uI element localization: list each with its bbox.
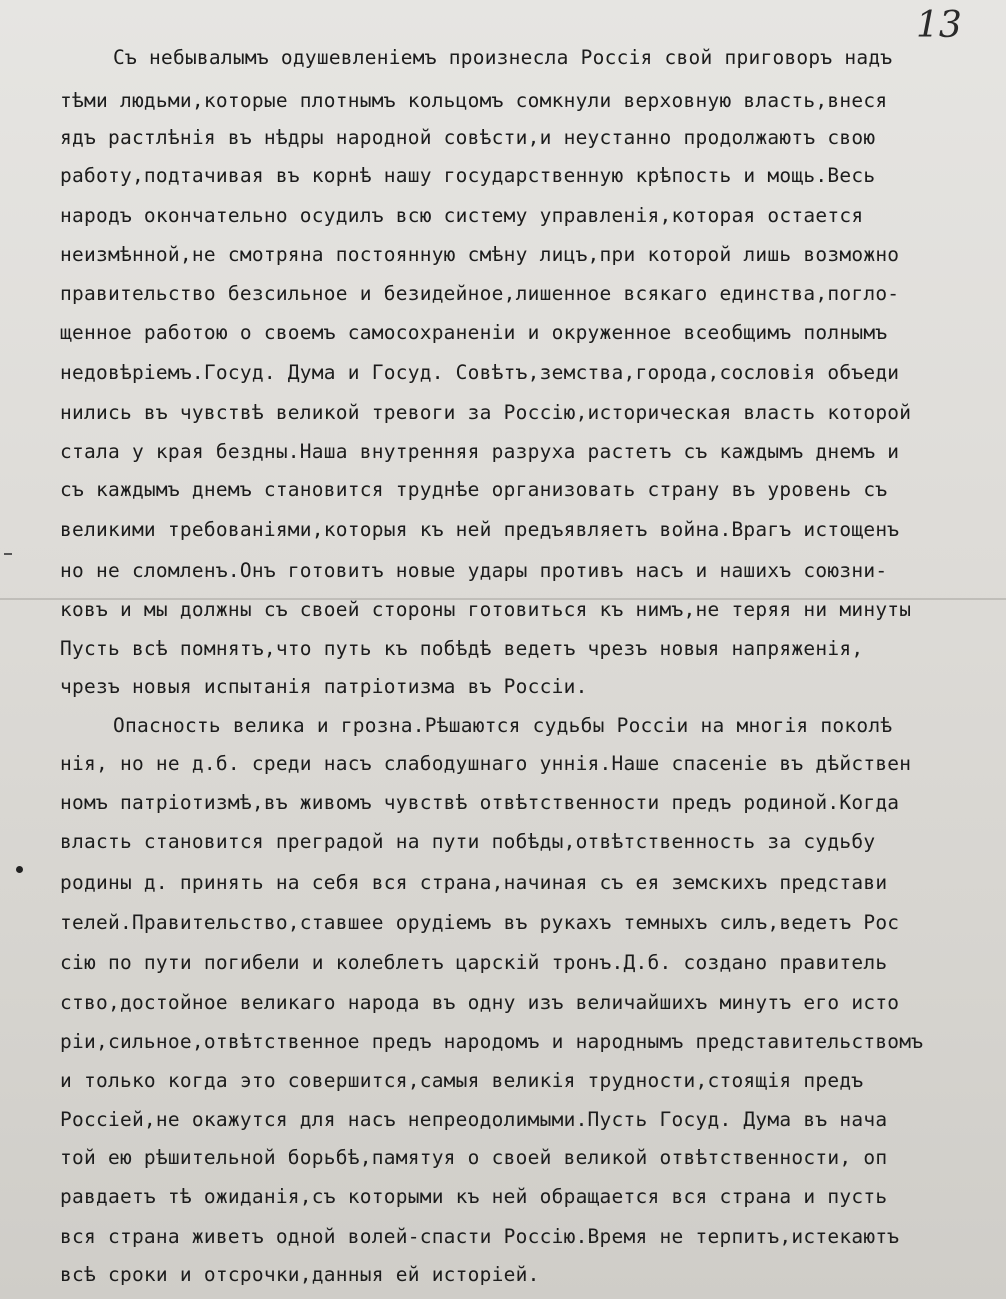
text-line: стала у края бездны.Наша внутренняя разруха растетъ съ каждымъ днемъ и bbox=[60, 440, 900, 463]
text-line: великими требованіями,которыя къ ней предъявляетъ война.Врагъ истощенъ bbox=[60, 518, 900, 541]
text-line: всѣ сроки и отсрочки,данныя ей исторіей. bbox=[60, 1263, 540, 1286]
text-line: ство,достойное великаго народа въ одну изъ величайшихъ минутъ его исто bbox=[60, 991, 900, 1014]
text-line: сію по пути погибели и колеблетъ царскій тронъ.Д.б. создано правитель bbox=[60, 951, 888, 974]
text-line: съ каждымъ днемъ становится труднѣе организовать страну въ уровень съ bbox=[60, 478, 888, 501]
text-line: народъ окончательно осудилъ всю систему управленія,которая остается bbox=[60, 204, 864, 227]
text-line: недовѣріемъ.Госуд. Дума и Госуд. Совѣтъ,земства,города,сословія объеди bbox=[60, 361, 900, 384]
text-line: правительство безсильное и безидейное,лишенное всякаго единства,погло- bbox=[60, 282, 900, 305]
text-line: власть становится преградой на пути побѣды,отвѣтственность за судьбу bbox=[60, 830, 876, 853]
text-line: но не сломленъ.Онъ готовитъ новые удары противъ насъ и нашихъ союзни- bbox=[60, 559, 888, 582]
text-line: ковъ и мы должны съ своей стороны готовиться къ нимъ,не теряя ни минуты bbox=[60, 598, 912, 621]
text-line: Россіей,не окажутся для насъ непреодолимыми.Пусть Госуд. Дума въ нача bbox=[60, 1108, 888, 1131]
text-line: телей.Правительство,ставшее орудіемъ въ рукахъ темныхъ силъ,ведетъ Рос bbox=[60, 911, 900, 934]
text-line: номъ патріотизмѣ,въ живомъ чувствѣ отвѣтственности предъ родиной.Когда bbox=[60, 791, 900, 814]
text-line: неизмѣнной,не смотряна постоянную смѣну лицъ,при которой лишь возможно bbox=[60, 243, 900, 266]
text-line: чрезъ новыя испытанія патріотизма въ Россіи. bbox=[60, 675, 588, 698]
text-line: ріи,сильное,отвѣтственное предъ народомъ и народнымъ представительствомъ bbox=[60, 1030, 924, 1053]
text-line: той ею рѣшительной борьбѣ,памятуя о своей великой отвѣтственности, оп bbox=[60, 1146, 888, 1169]
text-line: щенное работою о своемъ самосохраненіи и окруженное всеобщимъ полнымъ bbox=[60, 321, 888, 344]
text-line: вся страна живетъ одной волей-спасти Россію.Время не терпитъ,истекаютъ bbox=[60, 1225, 900, 1248]
text-line: Опасность велика и грозна.Рѣшаются судьбы Россіи на многія поколѣ bbox=[113, 714, 893, 737]
text-line: родины д. принять на себя вся страна,начиная съ ея земскихъ представи bbox=[60, 871, 888, 894]
text-line: Съ небывалымъ одушевленіемъ произнесла Россія свой приговоръ надъ bbox=[113, 46, 893, 69]
text-line: работу,подтачивая въ корнѣ нашу государственную крѣпость и мощь.Весь bbox=[60, 164, 876, 187]
text-line: и только когда это совершится,самыя великія трудности,стоящія предъ bbox=[60, 1069, 864, 1092]
text-line: тѣми людьми,которые плотнымъ кольцомъ сомкнули верховную власть,внеся bbox=[60, 89, 888, 112]
handwritten-page-number: 13 bbox=[916, 5, 962, 46]
text-line: равдаетъ тѣ ожиданія,съ которыми къ ней обращается вся страна и пусть bbox=[60, 1185, 888, 1208]
text-line: нились въ чувствѣ великой тревоги за Россію,историческая власть которой bbox=[60, 401, 912, 424]
text-line: ядъ растлѣнія въ нѣдры народной совѣсти,и неустанно продолжаютъ свою bbox=[60, 126, 876, 149]
text-line: нія, но не д.б. среди насъ слабодушнаго уннія.Наше спасеніе въ дѣйствен bbox=[60, 752, 912, 775]
text-line: Пусть всѣ помнятъ,что путь къ побѣдѣ ведетъ чрезъ новыя напряженія, bbox=[60, 637, 864, 660]
